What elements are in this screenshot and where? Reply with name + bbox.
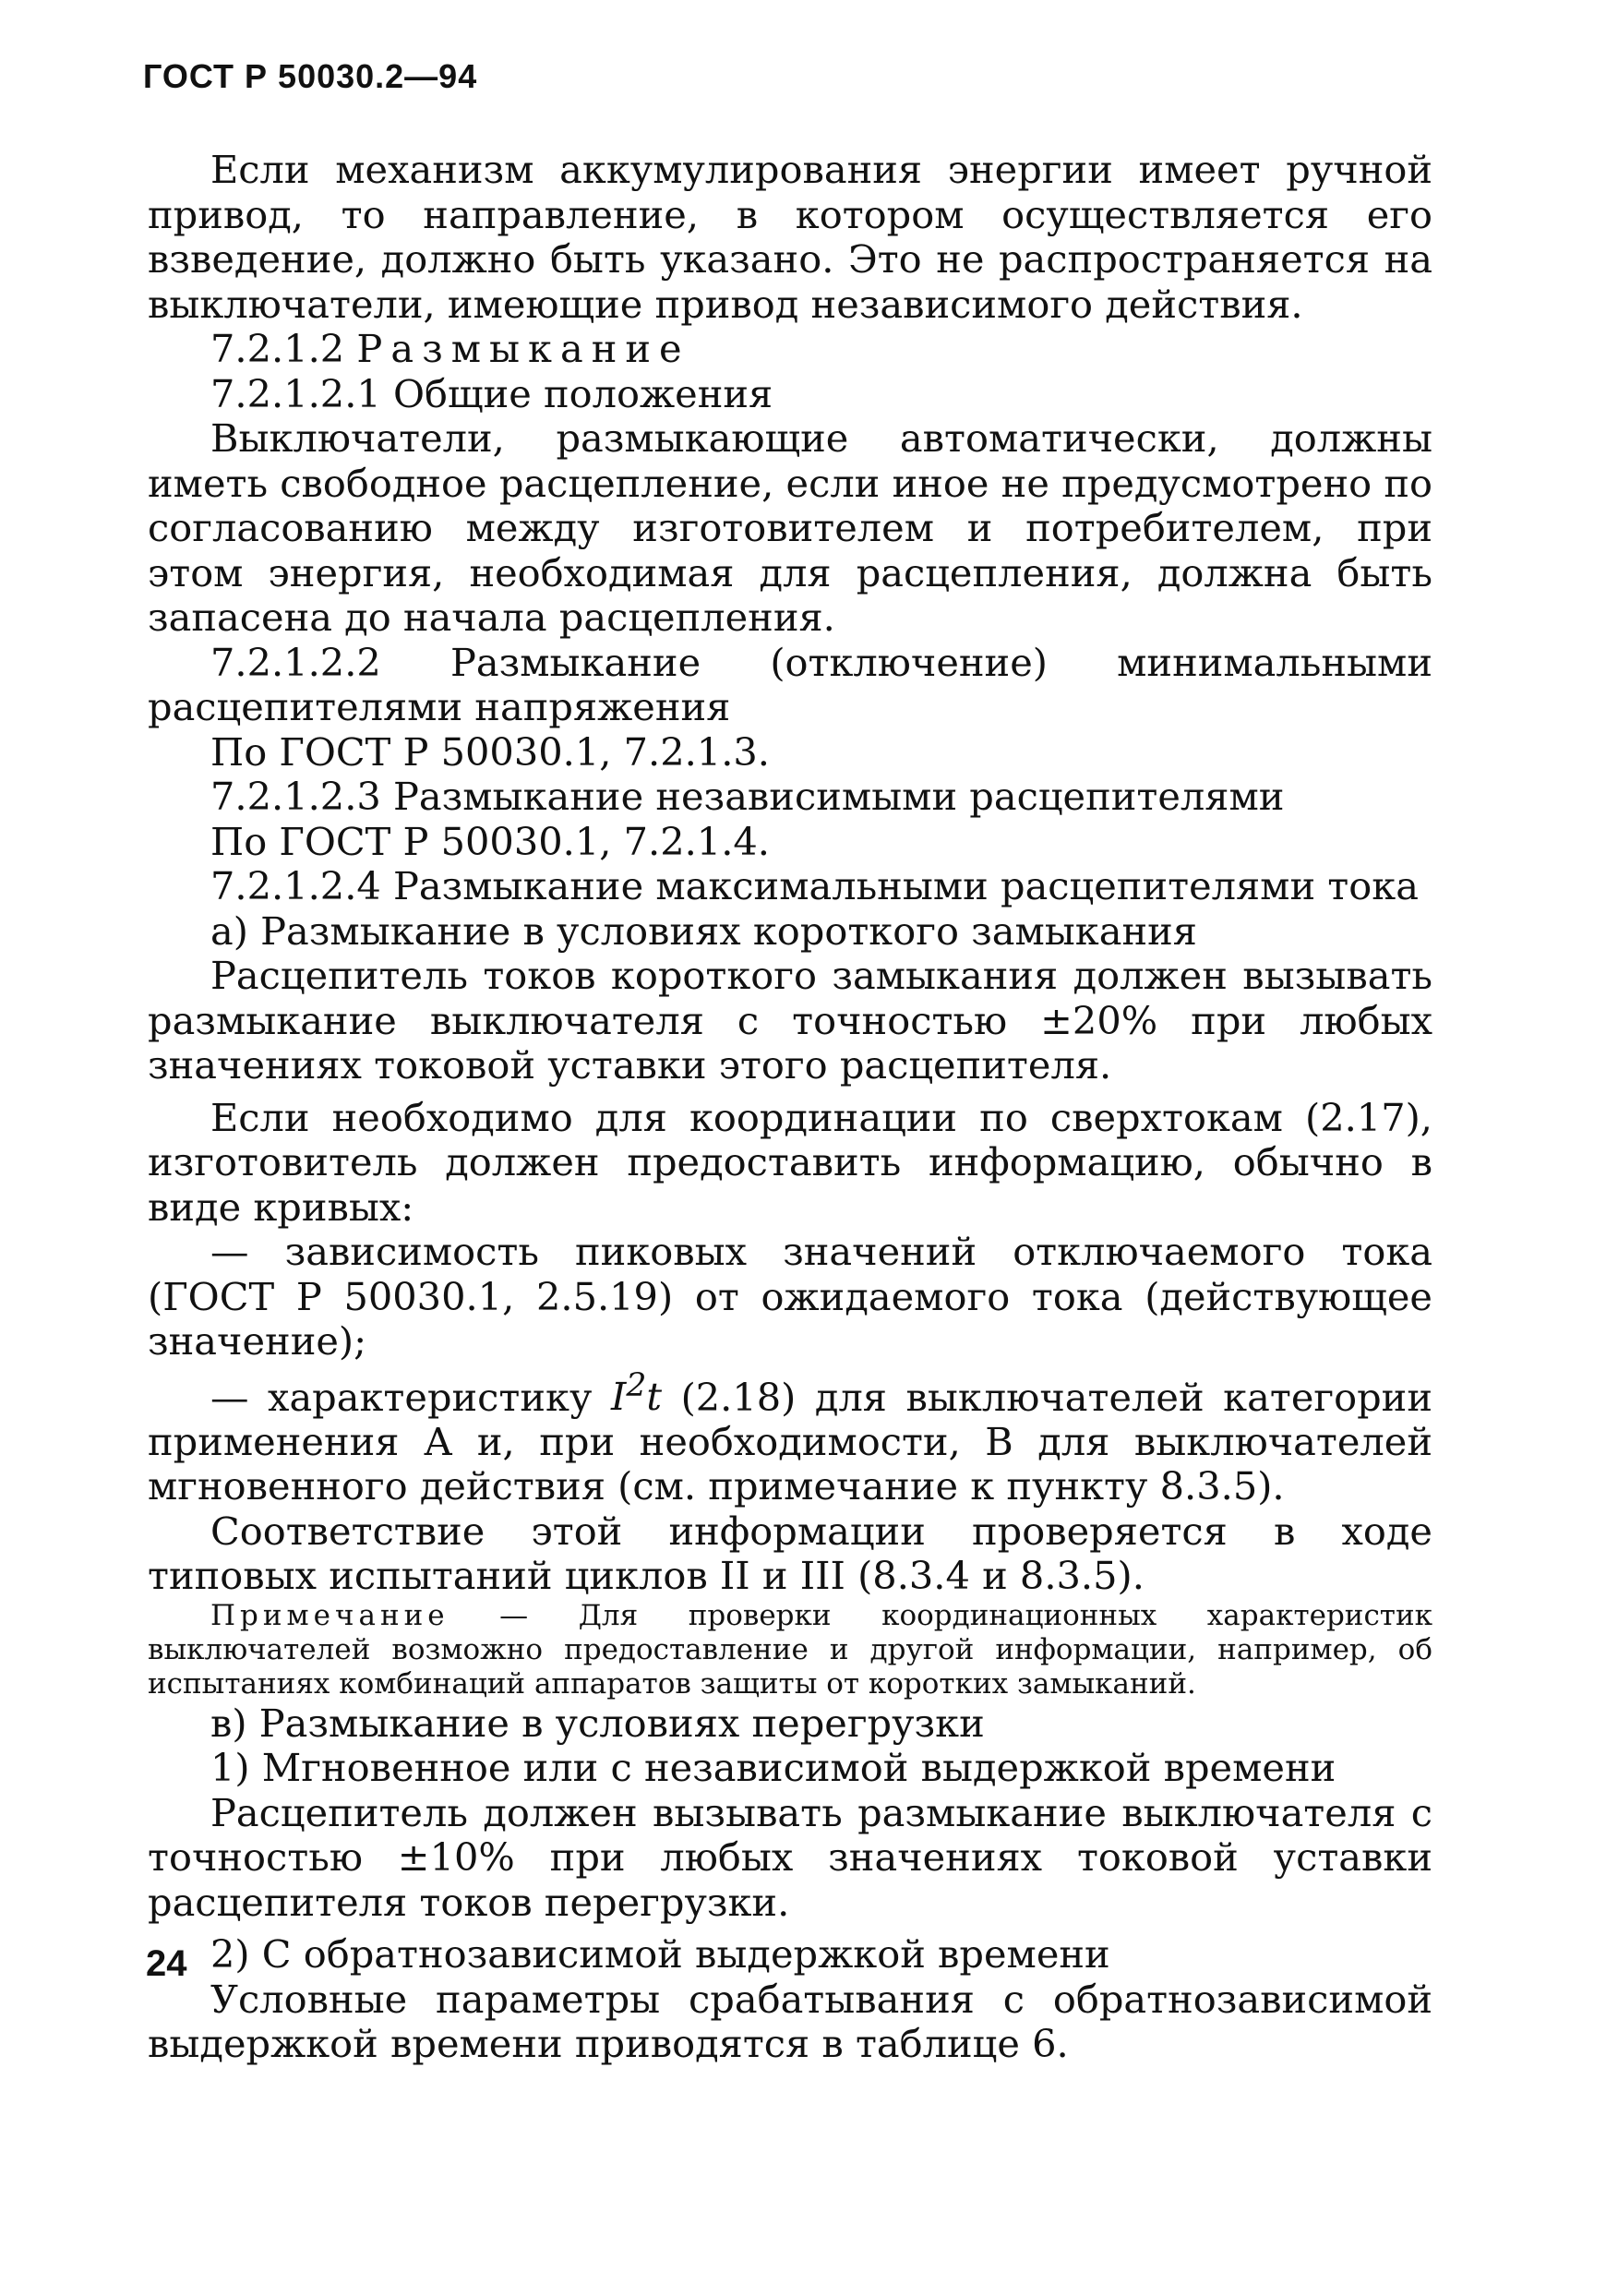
item-b-overload: в) Размыкание в условиях перегрузки bbox=[210, 1700, 985, 1746]
item-b2-inverse-time: 2) С обратнозависимой выдержкой времени bbox=[210, 1931, 1110, 1977]
note-text: — Для проверки координационных характеристик выключателей возможно предоставление и другой информации, например, об испытаниях комбинаций аппаратов защиты от коротких замыканий. bbox=[148, 1598, 1432, 1701]
section-heading-7-2-1-2-2: 7.2.1.2.2 Размыкание (отключение) минимальными расцепителями напряжения bbox=[148, 639, 1432, 729]
section-heading-7-2-1-2-4: 7.2.1.2.4 Размыкание максимальными расцепителями тока bbox=[210, 863, 1419, 908]
body-text bbox=[148, 148, 1432, 2067]
dash-item-peak-current: — зависимость пиковых значений отключаемого тока (ГОСТ Р 50030.1, 2.5.19) от ожидаемого тока (действующее значение); bbox=[148, 1229, 1432, 1364]
paragraph-coordination-info: Если необходимо для координации по сверхтокам (2.17), изготовитель должен предоставить информацию, обычно в виде кривых: bbox=[148, 1094, 1432, 1230]
section-number: 7.2.1.2 bbox=[210, 326, 345, 371]
paragraph-free-tripping: Выключатели, размыкающие автоматически, должны иметь свободное расцепление, если иное не предусмотрено по согласованию между изготовителем и потребителем, при этом энергия, необходимая для расцепления, должна быть запасена до начала расцепления. bbox=[148, 415, 1432, 640]
item-b1-instantaneous: 1) Мгновенное или с независимой выдержкой времени bbox=[210, 1745, 1336, 1791]
section-title: Размыкание bbox=[356, 326, 690, 371]
paragraph-overload-release: Расцепитель должен вызывать размыкание выключателя с точностью ±10% при любых значениях токовой уставки расцепителя токов перегрузки. bbox=[148, 1789, 1432, 1925]
paragraph-table-6-reference: Условные параметры срабатывания с обратнозависимой выдержкой времени приводятся в таблице 6. bbox=[148, 1976, 1432, 2067]
section-heading-7-2-1-2 bbox=[148, 327, 1432, 372]
paragraph-type-tests: Соответствие этой информации проверяется в ходе типовых испытаний циклов II и III (8.3.4 и 8.3.5). bbox=[148, 1508, 1432, 1599]
i2t-symbol: $I^2t$ bbox=[610, 1367, 663, 1420]
section-heading-7-2-1-2-1: 7.2.1.2.1 Общие положения bbox=[210, 370, 773, 416]
page-number: 24 bbox=[146, 1943, 187, 1984]
note-label: Примечание bbox=[210, 1598, 449, 1632]
paragraph-short-circuit-release: Расцепитель токов короткого замыкания должен вызывать размыкание выключателя с точностью ±20% при любых значениях токовой уставки этого расцепителя. bbox=[148, 953, 1432, 1088]
paragraph-energy-mechanism: Если механизм аккумулирования энергии имеет ручной привод, то направление, в котором осуществляется его взведение, должно быть указано. Это не распространяется на выключатели, имеющие привод независимого действия. bbox=[148, 147, 1432, 327]
dash-item-i2t-characteristic: — характеристику $I^2t$ (2.18) для выключателей категории применения А и, при необходимости, В для выключателей мгновенного действия (см. примечание к пункту 8.3.5). bbox=[148, 1367, 1432, 1509]
note bbox=[148, 1599, 1432, 1701]
running-header: ГОСТ Р 50030.2—94 bbox=[143, 57, 478, 95]
section-heading-7-2-1-2-3: 7.2.1.2.3 Размыкание независимыми расцепителями bbox=[210, 774, 1285, 819]
reference-7-2-1-4: По ГОСТ Р 50030.1, 7.2.1.4. bbox=[210, 818, 770, 864]
item-a-short-circuit: а) Размыкание в условиях короткого замыкания bbox=[210, 908, 1197, 954]
reference-7-2-1-3: По ГОСТ Р 50030.1, 7.2.1.3. bbox=[210, 728, 770, 775]
